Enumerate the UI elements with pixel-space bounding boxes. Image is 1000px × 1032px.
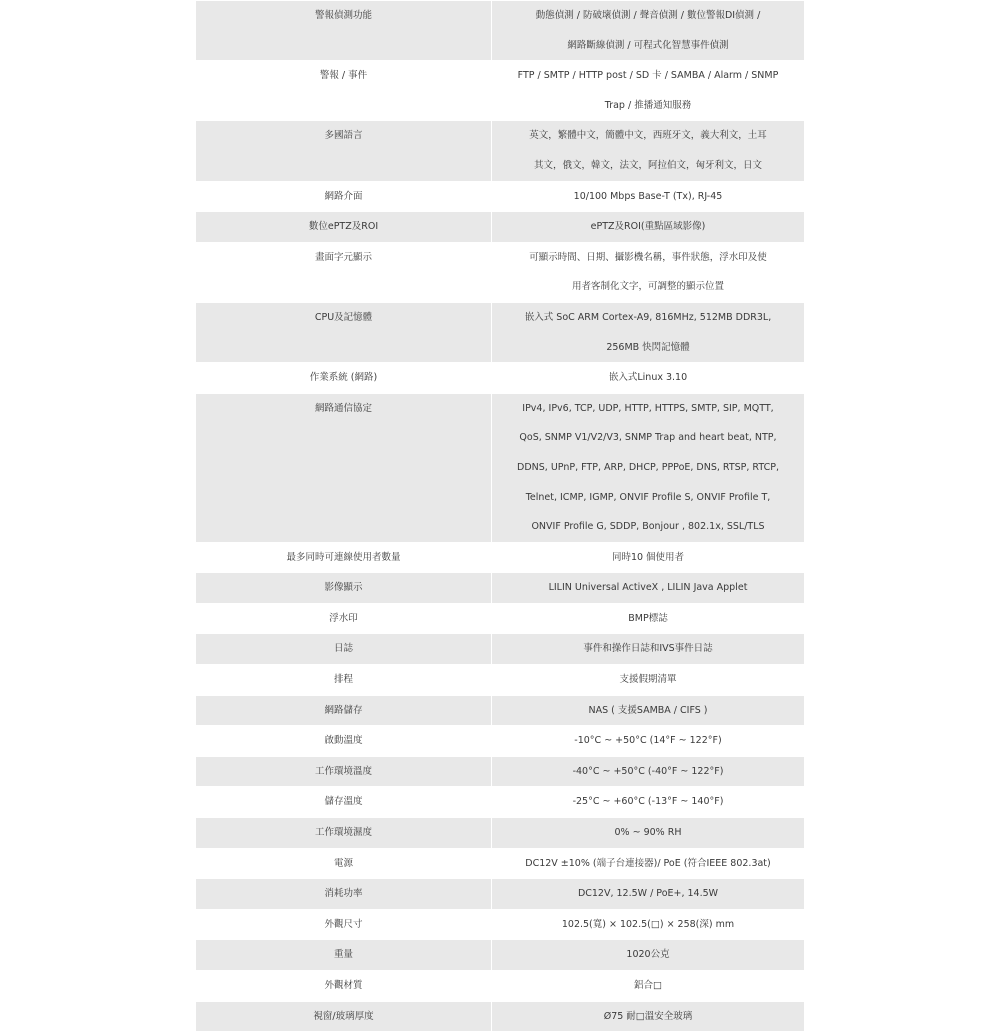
spec-row [196, 603, 805, 634]
spec-label: 日誌 [196, 634, 492, 665]
spec-row [196, 181, 805, 212]
spec-row [196, 879, 805, 910]
spec-value [492, 848, 805, 879]
spec-row [196, 212, 805, 243]
spec-value-line: 支援假期清單 [619, 674, 677, 686]
spec-row [196, 818, 805, 849]
spec-value [492, 726, 805, 757]
spec-row [196, 665, 805, 696]
spec-value [492, 121, 805, 181]
spec-value [492, 542, 805, 573]
spec-label: 警報偵測功能 [196, 1, 492, 61]
spec-label: 啟動溫度 [196, 726, 492, 757]
spec-value-line: 其文，俄文，韓文，法文，阿拉伯文，匈牙利文，日文 [533, 159, 762, 171]
spec-row [196, 787, 805, 818]
spec-value-line: 網路斷線偵測 / 可程式化智慧事件偵測 [567, 39, 729, 51]
spec-value-line: 嵌入式Linux 3.10 [608, 372, 688, 384]
spec-row [196, 121, 805, 181]
spec-value [492, 695, 805, 726]
spec-value [492, 242, 805, 302]
spec-label: 重量 [196, 940, 492, 971]
spec-value [492, 787, 805, 818]
spec-label: 網路介面 [196, 181, 492, 212]
spec-value [492, 363, 805, 394]
spec-row [196, 756, 805, 787]
spec-label: 外觀材質 [196, 971, 492, 1002]
spec-label: 警報 / 事件 [196, 61, 492, 121]
spec-label: 網路儲存 [196, 695, 492, 726]
spec-value-line: 嵌入式 SoC ARM Cortex-A9, 816MHz, 512MB DDR3L, [524, 311, 772, 323]
spec-value-line: Telnet, ICMP, IGMP, ONVIF Profile S, ONVIF Profile T, [525, 491, 771, 503]
spec-value-line: FTP / SMTP / HTTP post / SD 卡 / SAMBA / Alarm / SNMP [517, 70, 779, 82]
spec-value [492, 393, 805, 542]
spec-label: 多國語言 [196, 121, 492, 181]
spec-label: 外觀尺寸 [196, 909, 492, 940]
spec-value-line: 鋁合□ [634, 980, 662, 991]
spec-label: 作業系統 (網路) [196, 363, 492, 394]
spec-label: 最多同時可連線使用者數量 [196, 542, 492, 573]
spec-value-line: 10/100 Mbps Base-T (Tx), RJ-45 [573, 190, 723, 202]
spec-row [196, 1001, 805, 1032]
spec-value [492, 212, 805, 243]
spec-row [196, 1, 805, 61]
spec-value-line: ePTZ及ROI(重點區域影像) [590, 221, 706, 233]
spec-value-line: QoS, SNMP V1/V2/V3, SNMP Trap and heart beat, NTP, [519, 432, 777, 444]
spec-row [196, 542, 805, 573]
spec-value [492, 302, 805, 362]
spec-value-line: Ø75 耐□溫安全玻璃 [603, 1010, 693, 1022]
spec-row [196, 971, 805, 1002]
spec-value-line: -10°C ~ +50°C (14°F ~ 122°F) [574, 735, 722, 747]
spec-row [196, 695, 805, 726]
spec-value-line: 事件和操作日誌和IVS事件日誌 [583, 643, 713, 655]
spec-row [196, 393, 805, 542]
spec-value [492, 756, 805, 787]
spec-row [196, 848, 805, 879]
spec-row [196, 634, 805, 665]
spec-row [196, 242, 805, 302]
spec-table-body [196, 1, 805, 1032]
spec-label: CPU及記憶體 [196, 302, 492, 362]
spec-value-line: 英文，繁體中文，簡體中文，西班牙文，義大利文，土耳 [529, 130, 767, 142]
spec-row [196, 726, 805, 757]
spec-value [492, 1001, 805, 1032]
spec-value [492, 818, 805, 849]
spec-value-line: IPv4, IPv6, TCP, UDP, HTTP, HTTPS, SMTP, SIP, MQTT, [522, 402, 774, 414]
spec-row [196, 573, 805, 604]
spec-value [492, 634, 805, 665]
spec-value-line: 256MB 快閃記憶體 [606, 341, 690, 353]
spec-value [492, 61, 805, 121]
spec-value-line: Trap / 推播通知服務 [604, 99, 692, 111]
spec-value-line: ONVIF Profile G, SDDP, Bonjour , 802.1x, SSL/TLS [531, 521, 765, 533]
spec-table [195, 0, 805, 1032]
spec-value-line: -40°C ~ +50°C (-40°F ~ 122°F) [572, 765, 724, 777]
spec-value-line: DC12V ±10% (端子台連接器)/ PoE (符合IEEE 802.3at) [525, 857, 771, 869]
spec-value [492, 971, 805, 1002]
spec-value-line: 可顯示時間、日期、攝影機名稱，事件狀態，浮水印及使 [529, 251, 767, 263]
spec-value-line: 同時10 個使用者 [611, 551, 685, 563]
spec-value [492, 940, 805, 971]
spec-label: 網路通信協定 [196, 393, 492, 542]
spec-label: 視窗/玻璃厚度 [196, 1001, 492, 1032]
spec-value [492, 573, 805, 604]
spec-label: 浮水印 [196, 603, 492, 634]
spec-value-line: 102.5(寬) × 102.5(□) × 258(深) mm [561, 918, 735, 930]
spec-value-line: NAS ( 支援SAMBA / CIFS ) [588, 704, 708, 716]
spec-row [196, 363, 805, 394]
spec-label: 畫面字元顯示 [196, 242, 492, 302]
spec-row [196, 61, 805, 121]
spec-label: 數位ePTZ及ROI [196, 212, 492, 243]
spec-label: 電源 [196, 848, 492, 879]
spec-value [492, 1, 805, 61]
spec-value-line: DDNS, UPnP, FTP, ARP, DHCP, PPPoE, DNS, RTSP, RTCP, [517, 461, 779, 473]
spec-value [492, 603, 805, 634]
spec-value-line: LILIN Universal ActiveX , LILIN Java Applet [548, 582, 748, 594]
spec-label: 影像顯示 [196, 573, 492, 604]
spec-value [492, 665, 805, 696]
spec-value-line: -25°C ~ +60°C (-13°F ~ 140°F) [572, 796, 724, 808]
spec-value-line: 動態偵測 / 防破壞偵測 / 聲音偵測 / 數位警報DI偵測 / [535, 10, 761, 21]
spec-value [492, 909, 805, 940]
spec-value-line: DC12V, 12.5W / PoE+, 14.5W [577, 888, 719, 900]
spec-value-line: 1020公克 [626, 949, 670, 961]
spec-label: 儲存溫度 [196, 787, 492, 818]
spec-value [492, 879, 805, 910]
spec-value [492, 181, 805, 212]
spec-label: 消耗功率 [196, 879, 492, 910]
spec-label: 工作環境濕度 [196, 818, 492, 849]
spec-label: 排程 [196, 665, 492, 696]
spec-value-line: 0% ~ 90% RH [614, 827, 682, 839]
spec-label: 工作環境溫度 [196, 756, 492, 787]
spec-row [196, 940, 805, 971]
spec-row [196, 302, 805, 362]
spec-row [196, 909, 805, 940]
spec-value-line: BMP標誌 [628, 612, 668, 624]
spec-value-line: 用者客制化文字，可調整的顯示位置 [571, 281, 724, 293]
